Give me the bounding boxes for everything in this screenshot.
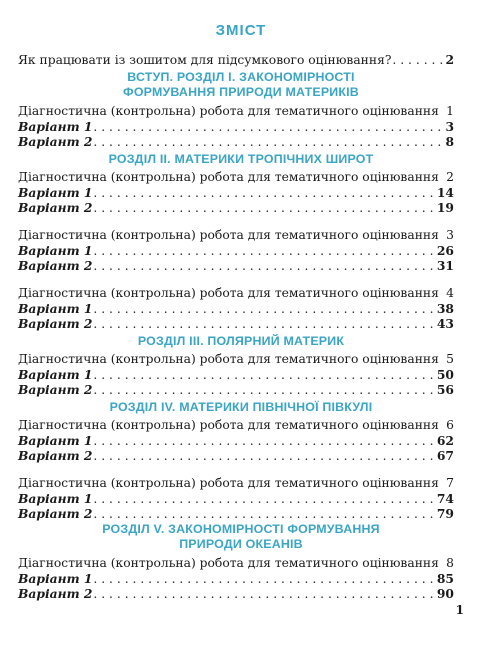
work-label: Діагностична (контрольна) робота для тематичного оцінювання [18,170,439,184]
variant-page: 79 [436,506,454,521]
section-heading [0,152,482,167]
variant-entry[interactable] [18,367,454,382]
variant-label: Варіант 2 [18,316,93,331]
variant-page: 31 [436,258,454,273]
section-heading-line: РОЗДІЛ ІІІ. ПОЛЯРНИЙ МАТЕРИК [137,334,345,348]
section-heading [0,522,482,552]
work-label: Діагностична (контрольна) робота для тематичного оцінювання [18,418,439,432]
variant-label: Варіант 2 [18,506,93,521]
leader-dots [93,302,435,317]
leader-dots [93,368,435,383]
leader-dots [93,507,435,522]
section-heading-line: РОЗДІЛ V. ЗАКОНОМІРНОСТІ ФОРМУВАННЯ [102,522,380,536]
variant-entry[interactable] [18,243,454,258]
work-number: 6 [446,418,454,432]
section-heading-line: ВСТУП. РОЗДІЛ І. ЗАКОНОМІРНОСТІ [127,70,355,84]
intro-entry[interactable] [18,52,454,67]
variant-page: 8 [445,134,454,149]
variant-entry[interactable] [18,119,454,134]
leader-dots [392,53,444,68]
leader-dots [93,244,435,259]
variant-page: 90 [436,586,454,601]
leader-dots [93,572,435,587]
variant-page: 85 [436,571,454,586]
section-heading-line: ПРИРОДИ ОКЕАНІВ [179,537,303,551]
section-heading-line: ФОРМУВАННЯ ПРИРОДИ МАТЕРИКІВ [123,85,359,99]
variant-label: Варіант 2 [18,258,93,273]
variant-label: Варіант 1 [18,301,93,316]
leader-dots [93,434,435,449]
leader-dots [93,383,435,398]
work-number: 5 [446,352,454,366]
variant-page: 67 [436,448,454,463]
variant-page: 38 [436,301,454,316]
variant-entry[interactable] [18,448,454,463]
variant-label: Варіант 2 [18,200,93,215]
work-number: 2 [446,170,454,184]
page-title: ЗМІСТ [215,22,267,39]
leader-dots [93,587,435,602]
work-label: Діагностична (контрольна) робота для тематичного оцінювання [18,352,439,366]
work-title [18,418,454,433]
section-heading-line: РОЗДІЛ IV. МАТЕРИКИ ПІВНІЧНОЇ ПІВКУЛІ [109,400,373,414]
work-label: Діагностична (контрольна) робота для тематичного оцінювання [18,286,439,300]
variant-page: 19 [436,200,454,215]
leader-dots [93,259,435,274]
intro-label: Як працювати із зошитом для підсумкового оцінювання? [18,53,392,67]
variant-page: 26 [436,243,454,258]
variant-entry[interactable] [18,185,454,200]
variant-label: Варіант 2 [18,448,93,463]
variant-label: Варіант 1 [18,243,93,258]
leader-dots [93,201,435,216]
variant-page: 62 [436,433,454,448]
work-title [18,104,454,119]
variant-entry[interactable] [18,491,454,506]
variant-label: Варіант 1 [18,491,93,506]
variant-label: Варіант 2 [18,586,93,601]
variant-page: 3 [445,119,454,134]
work-title [18,286,454,301]
variant-entry[interactable] [18,586,454,601]
variant-label: Варіант 2 [18,134,93,149]
variant-label: Варіант 1 [18,119,93,134]
leader-dots [93,492,435,507]
section-heading [0,334,482,349]
work-title [18,556,454,571]
work-title [18,476,454,491]
variant-label: Варіант 2 [18,382,93,397]
variant-entry[interactable] [18,200,454,215]
variant-label: Варіант 1 [18,367,93,382]
variant-entry[interactable] [18,571,454,586]
variant-label: Варіант 1 [18,433,93,448]
page-number: 1 [455,603,464,617]
work-label: Діагностична (контрольна) робота для тематичного оцінювання [18,228,439,242]
work-number: 3 [446,228,454,242]
work-number: 7 [446,476,454,490]
section-heading [0,70,482,100]
variant-label: Варіант 1 [18,571,93,586]
variant-label: Варіант 1 [18,185,93,200]
variant-page: 56 [436,382,454,397]
variant-entry[interactable] [18,134,454,149]
work-number: 8 [446,556,454,570]
work-number: 4 [446,286,454,300]
variant-entry[interactable] [18,433,454,448]
work-title [18,228,454,243]
section-heading-line: РОЗДІЛ ІІ. МАТЕРИКИ ТРОПІЧНИХ ШИРОТ [108,152,374,166]
intro-page: 2 [445,52,454,67]
work-label: Діагностична (контрольна) робота для тематичного оцінювання [18,476,439,490]
variant-page: 50 [436,367,454,382]
work-label: Діагностична (контрольна) робота для тематичного оцінювання [18,104,439,118]
variant-page: 74 [436,491,454,506]
variant-page: 14 [436,185,454,200]
leader-dots [93,449,435,464]
work-title [18,170,454,185]
variant-entry[interactable] [18,301,454,316]
work-label: Діагностична (контрольна) робота для тематичного оцінювання [18,556,439,570]
leader-dots [93,317,435,332]
variant-entry[interactable] [18,258,454,273]
variant-page: 43 [436,316,454,331]
work-number: 1 [446,104,454,118]
variant-entry[interactable] [18,316,454,331]
section-heading [0,400,482,415]
leader-dots [93,186,435,201]
leader-dots [93,135,444,150]
variant-entry[interactable] [18,506,454,521]
work-title [18,352,454,367]
leader-dots [93,120,444,135]
variant-entry[interactable] [18,382,454,397]
